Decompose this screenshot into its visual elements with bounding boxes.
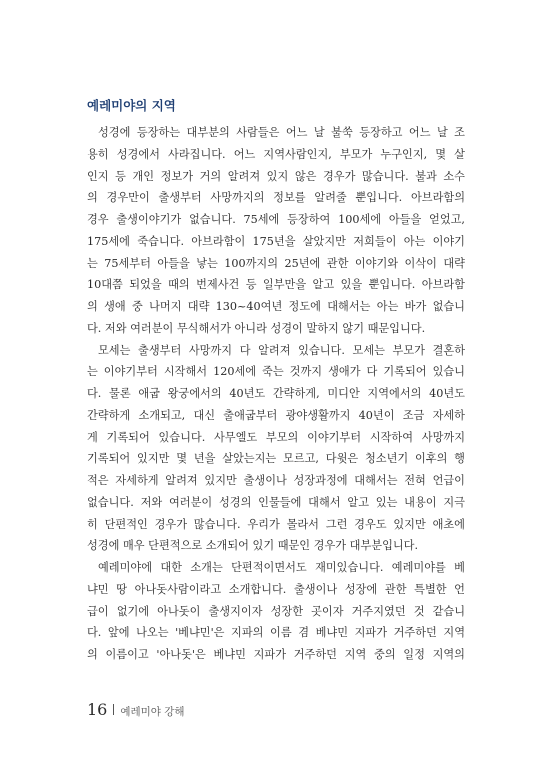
text-line: 적은 자세하게 알려져 있지만 출생이나 성장과정에 대해서는 전혀 언급이 [87, 474, 465, 487]
text-line: 175세에 죽습니다. 아브라함이 175년을 살았지만 저희들이 아는 이야기 [87, 234, 465, 248]
text-line: 다. 저와 여러분이 무식해서가 아니라 성경이 말하지 않기 때문입니다. [87, 321, 426, 335]
text-line: 게 기록되어 있습니다. 사무엘도 부모의 이야기부터 시작하여 사망까지 [87, 430, 465, 444]
text-line: 성경에 등장하는 대부분의 사람들은 어느 날 불쑥 등장하고 어느 날 조 [98, 126, 465, 139]
text-line: 기록되어 있지만 몇 년을 살았는지는 모르고, 다윗은 청소년기 이후의 행 [87, 452, 465, 466]
text-line: 간략하게 소개되고, 대신 출애굽부터 광야생활까지 40년이 조금 자세하 [87, 408, 465, 422]
page-number: 16 [87, 700, 108, 719]
text-line: 의 생애 중 나머지 대략 130~40여년 정도에 대해서는 아는 바가 없습니 [87, 300, 465, 313]
text-line: 의 이름이고 '아나돗'은 베냐민 지파가 거주하던 지역 중의 일정 지역의 [87, 648, 465, 661]
text-line: 냐민 땅 아나돗사람이라고 소개합니다. 출생이나 성장에 관한 특별한 언 [87, 582, 465, 596]
text-line: 용히 성경에서 사라집니다. 어느 지역사람인지, 부모가 누구인지, 몇 살 [87, 147, 465, 161]
footer-divider [113, 704, 114, 715]
text-line: 예레미야에 대한 소개는 단편적이면서도 재미있습니다. 예레미야를 베 [98, 561, 465, 574]
text-line: 는 이야기부터 시작해서 120세에 죽는 것까지 생애가 다 기록되어 있습니 [87, 365, 465, 379]
text-line: 다. 앞에 나오는 '베냐민'은 지파의 이름 겸 베냐민 지파가 거주하던 지역 [87, 626, 465, 640]
text-line: 다. 물론 애굽 왕궁에서의 40년도 간략하게, 미디안 지역에서의 40년도 [87, 387, 465, 400]
text-line: 의 경우만이 출생부터 사망까지의 정보를 알려줄 뿐입니다. 아브라함의 [87, 191, 465, 205]
text-line: 급이 없기에 아나돗이 출생지이자 성장한 곳이자 거주지였던 것 같습니 [87, 604, 465, 618]
text-line: 모세는 출생부터 사망까지 다 알려져 있습니다. 모세는 부모가 결혼하 [98, 343, 465, 357]
body-text [87, 122, 465, 666]
text-line: 성경에 매우 단편적으로 소개되어 있기 때문인 경우가 대부분입니다. [87, 539, 419, 553]
text-line: 경우 출생이야기가 없습니다. 75세에 등장하여 100세에 아들을 얻었고, [87, 213, 465, 226]
text-line: 는 75세부터 아들을 낳는 100까지의 25년에 관한 이야기와 이삭이 대략 [87, 256, 465, 270]
text-line: 히 단편적인 경우가 많습니다. 우리가 몰라서 그런 경우도 있지만 애초에 [87, 517, 465, 531]
text-line: 없습니다. 저와 여러분이 성경의 인물들에 대해서 알고 있는 내용이 지극 [87, 495, 465, 509]
text-line: 10대쯤 되었을 때의 번제사건 등 일부만을 알고 있을 뿐입니다. 아브라함 [87, 278, 465, 292]
book-title: 예레미야 강해 [120, 706, 185, 718]
page-footer [87, 700, 185, 719]
text-line: 인지 등 개인 정보가 거의 알려져 있지 않은 경우가 많습니다. 불과 소수 [87, 169, 465, 183]
section-heading: 예레미야의 지역 [87, 98, 176, 113]
